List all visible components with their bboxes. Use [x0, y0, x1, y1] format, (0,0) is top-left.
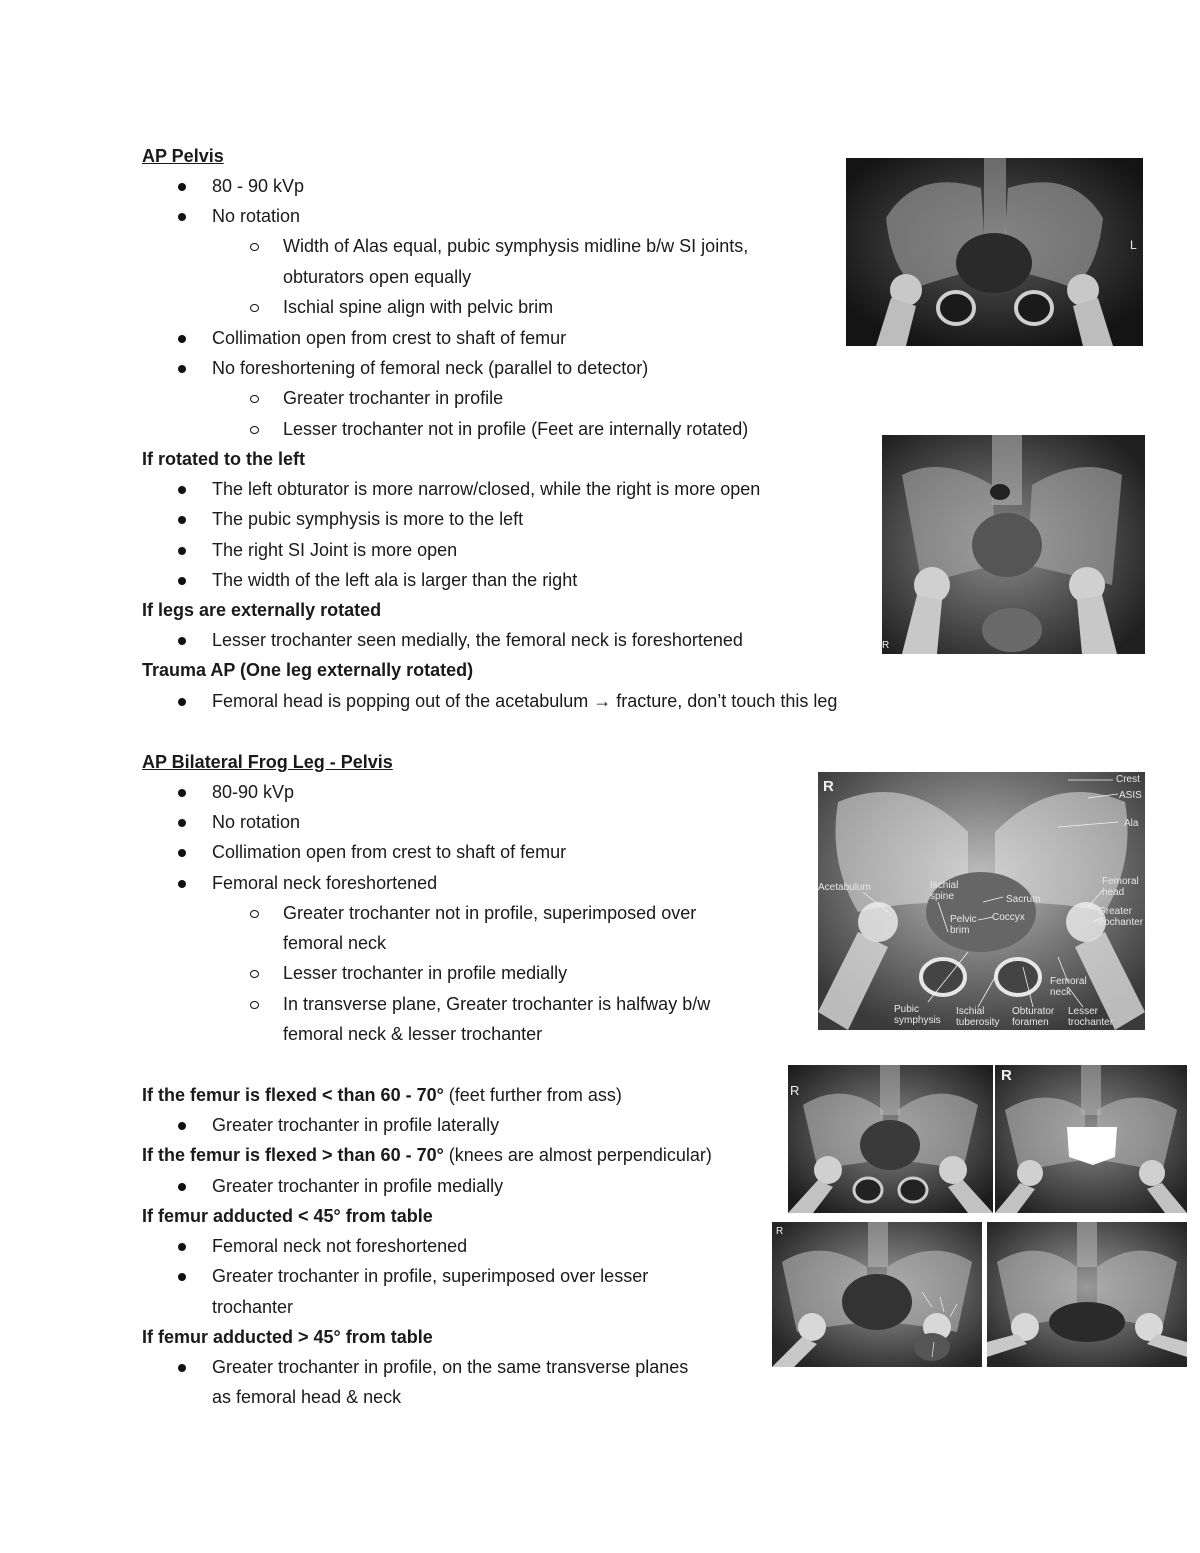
bullet-dot — [178, 1273, 186, 1281]
list-item: 80 - 90 kVp — [212, 176, 305, 196]
bullet-dot — [178, 1364, 186, 1372]
bullet-circle — [250, 426, 259, 434]
list-item: Femoral head is popping out of the acetabulum → fracture, don’t touch this leg — [212, 691, 838, 711]
bullet-dot — [178, 789, 186, 797]
list-item-continued: femoral neck & lesser trochanter — [283, 1024, 543, 1044]
list-item-continued: as femoral head & neck — [212, 1387, 402, 1407]
bullet-dot — [178, 1243, 186, 1251]
bullet-dot — [178, 577, 186, 585]
list-item: Greater trochanter in profile laterally — [212, 1115, 500, 1135]
bullet-dot — [178, 1122, 186, 1130]
label-ischial-spine: Ischial spine — [930, 880, 959, 902]
label-ischial-tuberosity: Ischial tuberosity — [956, 1006, 1000, 1028]
list-item: Greater trochanter in profile, on the same transverse planes — [212, 1357, 689, 1377]
side-marker: R — [776, 1226, 784, 1237]
section-title-frog-leg: AP Bilateral Frog Leg - Pelvis — [142, 752, 393, 772]
label-femoral-neck: Femoral neck — [1050, 976, 1087, 998]
subheading-flexed-less — [142, 1084, 622, 1106]
side-marker: R — [882, 640, 890, 651]
label-coccyx: Coccyx — [992, 912, 1025, 923]
list-item: Ischial spine align with pelvic brim — [283, 297, 554, 317]
pelvis-xray-graphic — [772, 1222, 982, 1367]
pelvis-xray-graphic — [987, 1222, 1187, 1367]
list-item: Collimation open from crest to shaft of femur — [212, 328, 567, 348]
list-item: Greater trochanter in profile medially — [212, 1176, 504, 1196]
list-item: Greater trochanter in profile — [283, 388, 504, 408]
list-item: Greater trochanter not in profile, superimposed over — [283, 903, 697, 923]
subheading-bold: If the femur is flexed > than 60 - 70° — [142, 1145, 444, 1165]
label-lesser-trochanter: Lesser trochanter — [1068, 1006, 1114, 1028]
side-marker: R — [790, 1083, 800, 1098]
label-greater-trochanter: Greater trochanter — [1098, 906, 1144, 928]
subheading-rest: (knees are almost perpendicular) — [443, 1145, 712, 1165]
pelvis-xray-graphic — [788, 1065, 993, 1213]
list-item: Greater trochanter in profile, superimposed over lesser — [212, 1266, 649, 1286]
side-marker: L — [1130, 238, 1137, 252]
bullet-dot — [178, 365, 186, 373]
list-item: The pubic symphysis is more to the left — [212, 509, 524, 529]
label-acetabulum: Acetabulum — [818, 882, 871, 893]
subheading-flexed-more — [142, 1144, 712, 1166]
list-item: Collimation open from crest to shaft of femur — [212, 842, 567, 862]
list-item: The right SI Joint is more open — [212, 540, 458, 560]
xray-frog-leg-labeled — [818, 772, 1145, 1030]
bullet-dot — [178, 516, 186, 524]
label-obturator-foramen: Obturator foramen — [1012, 1006, 1055, 1028]
bullet-circle — [250, 243, 259, 251]
subheading-adducted-more: If femur adducted > 45° from table — [142, 1327, 433, 1347]
label-ala: Ala — [1124, 818, 1139, 829]
list-item-continued: femoral neck — [283, 933, 387, 953]
bullet-dot — [178, 637, 186, 645]
bullet-circle — [250, 910, 259, 918]
list-item: Femoral neck not foreshortened — [212, 1236, 468, 1256]
subheading-trauma: Trauma AP (One leg externally rotated) — [142, 660, 474, 680]
list-item: Lesser trochanter in profile medially — [283, 963, 568, 983]
list-item: Lesser trochanter seen medially, the femoral neck is foreshortened — [212, 630, 743, 650]
xray-flexed-less — [788, 1065, 993, 1213]
bullet-circle — [250, 970, 259, 978]
xray-ap-pelvis — [846, 158, 1143, 346]
bullet-dot — [178, 1183, 186, 1191]
bullet-dot — [178, 849, 186, 857]
xray-adducted-less — [772, 1222, 982, 1367]
bullet-dot — [178, 880, 186, 888]
label-pubic-symphysis: Pubic symphysis — [894, 1004, 941, 1026]
pelvis-xray-graphic — [995, 1065, 1187, 1213]
xray-adducted-more — [987, 1222, 1187, 1367]
pelvis-xray-graphic — [846, 158, 1143, 346]
list-item: No rotation — [212, 206, 301, 226]
section-title-ap-pelvis: AP Pelvis — [142, 146, 224, 166]
pelvis-xray-graphic — [882, 435, 1145, 654]
subheading-externally-rotated: If legs are externally rotated — [142, 600, 382, 620]
label-femoral-head: Femoral head — [1102, 876, 1139, 898]
bullet-circle — [250, 395, 259, 403]
subheading-rest: (feet further from ass) — [443, 1085, 622, 1105]
side-marker: R — [1001, 1067, 1012, 1084]
list-item: In transverse plane, Greater trochanter is halfway b/w — [283, 994, 711, 1014]
list-item-continued: trochanter — [212, 1297, 294, 1317]
label-pelvic-brim: Pelvic brim — [950, 914, 977, 936]
bullet-dot — [178, 335, 186, 343]
label-asis: ASIS — [1119, 790, 1142, 801]
label-crest: Crest — [1116, 774, 1140, 785]
xray-flexed-more — [995, 1065, 1187, 1213]
subheading-adducted-less: If femur adducted < 45° from table — [142, 1206, 433, 1226]
subheading-rotated-left: If rotated to the left — [142, 449, 305, 469]
label-sacrum: Sacrum — [1006, 894, 1041, 905]
list-item: No rotation — [212, 812, 301, 832]
bullet-dot — [178, 547, 186, 555]
xray-rotated-pelvis — [882, 435, 1145, 654]
bullet-circle — [250, 304, 259, 312]
list-item: The width of the left ala is larger than the right — [212, 570, 578, 590]
list-item: 80-90 kVp — [212, 782, 295, 802]
list-item: The left obturator is more narrow/closed, while the right is more open — [212, 479, 761, 499]
side-marker: R — [823, 778, 834, 795]
list-item-continued: obturators open equally — [283, 267, 472, 287]
pelvis-xray-graphic — [818, 772, 1145, 1030]
bullet-circle — [250, 1001, 259, 1009]
bullet-dot — [178, 183, 186, 191]
list-item: Lesser trochanter not in profile (Feet are internally rotated) — [283, 419, 749, 439]
list-item: No foreshortening of femoral neck (parallel to detector) — [212, 358, 649, 378]
bullet-dot — [178, 819, 186, 827]
list-item: Femoral neck foreshortened — [212, 873, 438, 893]
bullet-dot — [178, 213, 186, 221]
bullet-dot — [178, 698, 186, 706]
bullet-dot — [178, 486, 186, 494]
list-item: Width of Alas equal, pubic symphysis midline b/w SI joints, — [283, 236, 749, 256]
subheading-bold: If the femur is flexed < than 60 - 70° — [142, 1085, 444, 1105]
